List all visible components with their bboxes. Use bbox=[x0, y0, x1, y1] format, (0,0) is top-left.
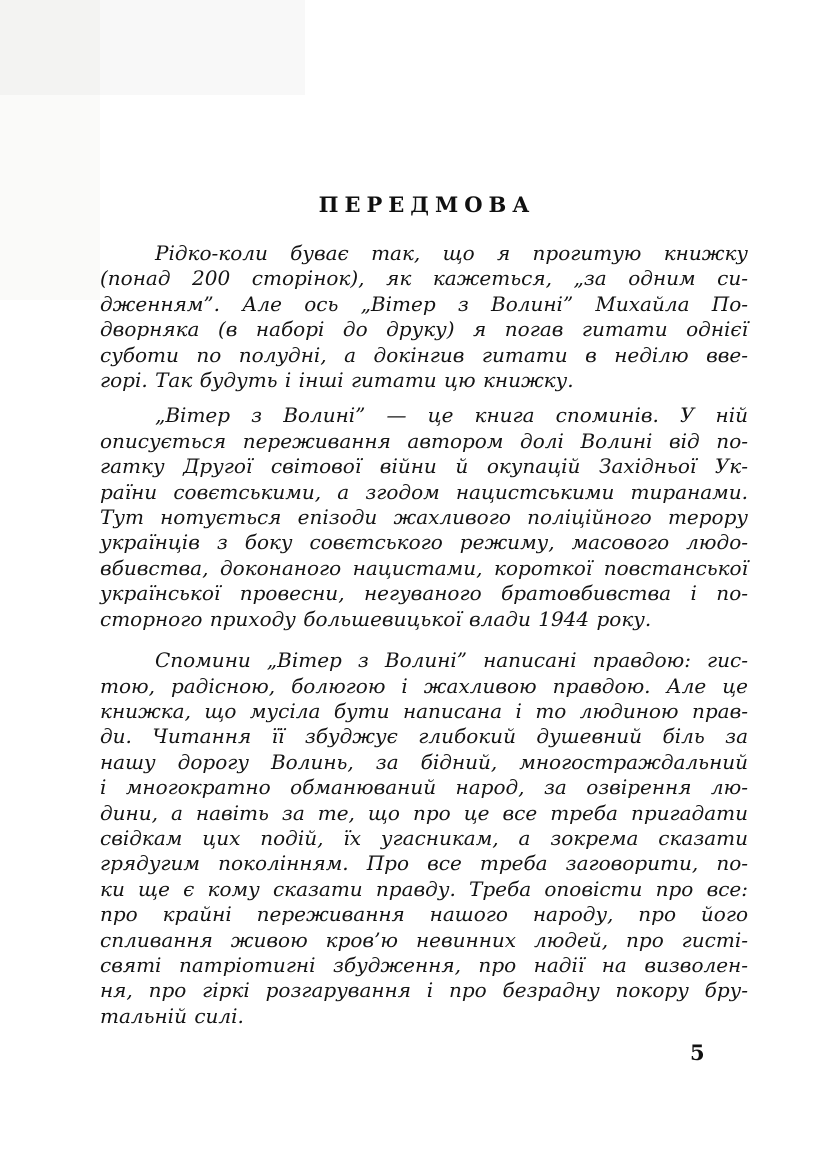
text-line: свідкам цих подій, їх угасникам, а зокрема сказати bbox=[100, 825, 748, 850]
text-line: раїни совєтськими, а згодом нацистськими тиранами. bbox=[100, 479, 748, 504]
text-line: про крайні переживання нашого народу, про його bbox=[100, 902, 748, 927]
text-line: Рідко-коли буває так, що я прогитую книжку bbox=[155, 241, 748, 265]
text-line: Тут нотується епізоди жахливого поліційного терору bbox=[100, 505, 748, 530]
page-title: ПЕРЕДМОВА bbox=[318, 192, 536, 217]
scan-edge-shading-left bbox=[0, 0, 100, 300]
text-line: нашу дорогу Волинь, за бідний, многостраждальний bbox=[100, 749, 748, 774]
text-line: сторного приходу большевицької влади 1944 року. bbox=[100, 606, 652, 631]
text-line: гатку Другої світової війни й окупацій Західньої Ук- bbox=[100, 454, 748, 479]
text-line: тою, радісною, болюгою і жахливою правдою. Але це bbox=[100, 673, 748, 698]
text-line: спливання живою кров’ю невинних людей, про гисті- bbox=[100, 927, 748, 952]
text-line: (понад 200 сторінок), як кажеться, „за одним си- bbox=[100, 266, 748, 291]
text-line: тальній силі. bbox=[100, 1003, 244, 1028]
text-block bbox=[100, 193, 748, 1029]
text-line: Спомини „Вітер з Волині” написані правдою: гис- bbox=[155, 648, 748, 673]
text-line: і многократно обманюваний народ, за озвірення лю- bbox=[100, 775, 748, 800]
text-line: українців з боку совєтського режиму, масового людо- bbox=[100, 530, 748, 555]
text-line: святі патріотигні збудження, про надії на визволен- bbox=[100, 952, 748, 977]
text-line: суботи по полудні, а докінгив гитати в неділю вве- bbox=[100, 342, 748, 367]
text-line: „Вітер з Волині” — це книга споминів. У ній bbox=[155, 403, 748, 428]
text-line: української провесни, негуваного братовбивства і по- bbox=[100, 581, 748, 606]
text-line: вбивства, доконаного нацистами, короткої повстанської bbox=[100, 555, 748, 580]
text-line: дженням”. Але ось „Вітер з Волині” Михайла По- bbox=[100, 291, 748, 316]
text-line: дини, а навіть за те, що про це все треба пригадати bbox=[100, 800, 748, 825]
text-line: дворняка (в наборі до друку) я погав гитати однієї bbox=[100, 317, 748, 342]
text-line: грядугим поколінням. Про все треба заговорити, по- bbox=[100, 851, 748, 876]
text-line: горі. Так будуть і інші гитати цю книжку. bbox=[100, 368, 574, 393]
text-line: ки ще є кому сказати правду. Треба оповісти про все: bbox=[100, 876, 748, 901]
text-line: описується переживання автором долі Волині від по- bbox=[100, 428, 748, 453]
paragraph-3 bbox=[100, 648, 748, 1029]
page-number: 5 bbox=[690, 1040, 705, 1065]
text-line: книжка, що мусіла бути написана і то людиною прав- bbox=[100, 698, 748, 723]
text-line: ди. Читання її збуджує глибокий душевний біль за bbox=[100, 724, 748, 749]
paragraph-1 bbox=[100, 241, 748, 393]
paragraph-2 bbox=[100, 403, 748, 632]
text-line: ня, про гіркі розгарування і про безрадну покору бру- bbox=[100, 978, 748, 1003]
